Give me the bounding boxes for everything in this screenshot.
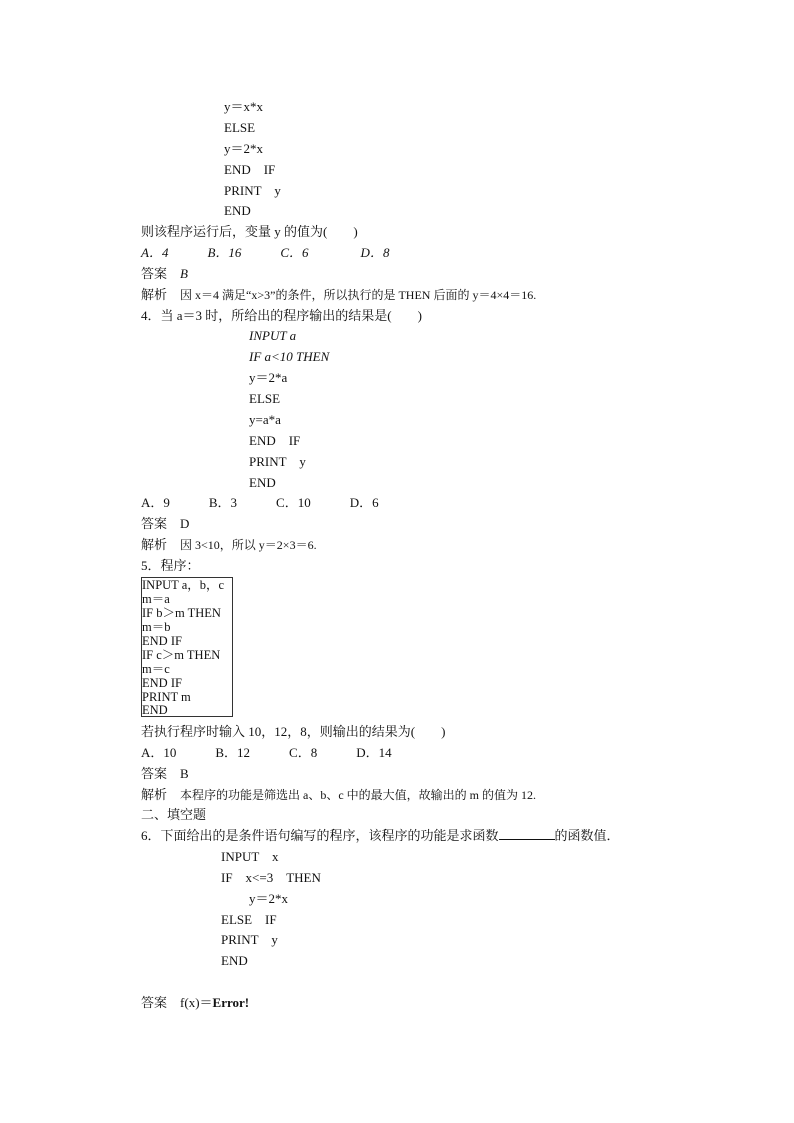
section-title: 二、填空题 [141,807,207,822]
q4-code-line-6: END IF [249,433,301,448]
q5-stem: 5．程序： [141,558,200,573]
q4-code-line-7: PRINT y [249,454,306,469]
analysis-text: 本程序的功能是筛选出 a、b、c 中的最大值，故输出的 m 的值为 12. [180,788,537,802]
q4-options: A．9 B．3 C．10 D．6 [141,495,379,510]
q5-code-line-9: PRINT m [142,690,191,704]
q4-answer [141,515,189,533]
answer-label: 答案 [141,766,168,781]
q3-options: A．4 B．16 C．6 D．8 [141,245,390,260]
analysis-text: 因 3<10，所以 y＝2×3＝6. [180,538,317,552]
answer-label: 答案 [141,516,168,531]
answer-value: B [180,766,189,781]
q5-code-line-2: m＝a [142,592,170,606]
q3-answer [141,265,188,283]
analysis-label: 解析 [141,537,168,552]
q3-stem: 则该程序运行后，变量 y 的值为( ) [141,224,358,239]
q4-code-line-3: y＝2*a [249,370,288,385]
q4-code-line-4: ELSE [249,391,281,406]
q5-analysis [141,786,536,804]
q3-code-line-2: ELSE [224,120,256,135]
q5-code-line-6: IF c＞m THEN [142,648,221,662]
q5-code-line-4: m＝b [142,620,171,634]
q6-stem [141,827,620,845]
q5-code-line-7: m＝c [142,662,170,676]
answer-value: D [180,516,190,531]
q4-code-line-8: END [249,475,276,490]
q6-code-line-2: IF x<=3 THEN [221,870,321,885]
analysis-label: 解析 [141,287,168,302]
answer-blank [499,827,555,840]
q3-code-line-4: END IF [224,162,276,177]
q4-stem: 4．当 a＝3 时，所给出的程序输出的结果是( ) [141,308,422,323]
answer-prefix: f(x)＝ [180,995,213,1010]
q3-code-line-5: PRINT y [224,183,281,198]
q6-code-line-3: y＝2*x [249,891,289,906]
q6-code-line-5: PRINT y [221,932,278,947]
answer-value: B [180,266,188,281]
q6-stem-after: 的函数值． [554,828,620,843]
q6-code-line-6: END [221,953,248,968]
q6-stem-before: 6．下面给出的是条件语句编写的程序，该程序的功能是求函数 [141,828,499,843]
q5-code-line-10: END [142,703,168,717]
q4-code-line-5: y=a*a [249,412,281,427]
q5-answer [141,765,189,783]
q5-code-line-5: END IF [142,634,182,648]
q5-question: 若执行程序时输入 10，12，8，则输出的结果为( ) [141,724,446,739]
q6-code-line-4: ELSE IF [221,912,277,927]
q3-code-line-6: END [224,203,251,218]
q6-answer [141,994,249,1012]
q5-code-line-8: END IF [142,676,182,690]
q3-code-line-3: y＝2*x [224,141,264,156]
analysis-label: 解析 [141,787,168,802]
q4-analysis [141,536,317,554]
answer-label: 答案 [141,266,168,281]
q5-code-line-1: INPUT a，b，c [142,578,225,592]
q3-analysis [141,286,536,304]
q6-code-line-1: INPUT x [221,849,279,864]
answer-label: 答案 [141,995,168,1010]
q4-code-line-1: INPUT a [249,328,297,343]
q3-code-line-1: y＝x*x [224,99,264,114]
q5-options: A．10 B．12 C．8 D．14 [141,745,392,760]
q5-code-line-3: IF b＞m THEN [142,606,221,620]
q4-code-line-2: IF a<10 THEN [249,349,330,364]
analysis-text: 因 x＝4 满足“x>3”的条件，所以执行的是 THEN 后面的 y＝4×4＝16. [180,288,537,302]
answer-error: Error! [212,995,250,1010]
q5-code-box [141,577,233,717]
